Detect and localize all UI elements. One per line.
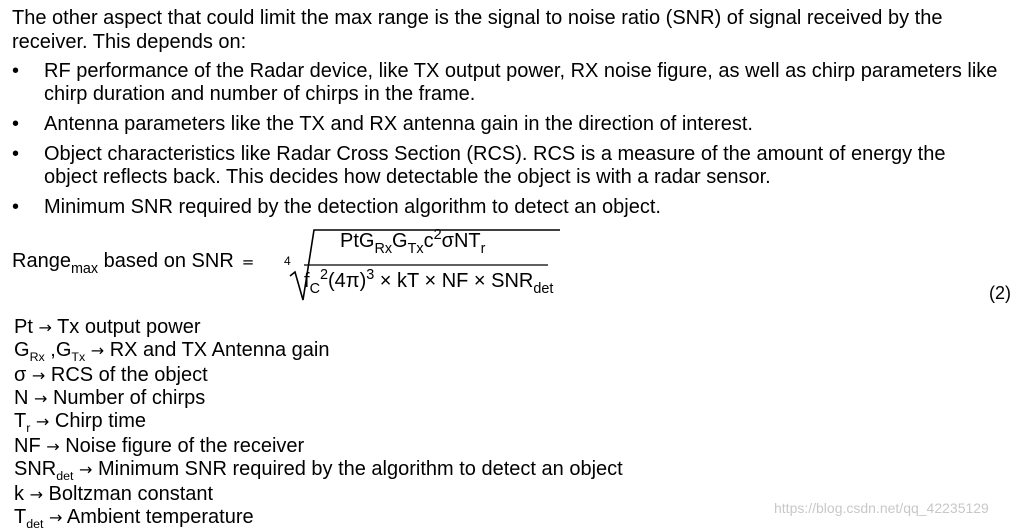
source-watermark: https://blog.csdn.net/qq_42235129 — [774, 500, 989, 516]
definition-item: N → Number of chirps — [14, 387, 206, 409]
equation-number: (2) — [989, 283, 1011, 303]
factor-item — [12, 196, 1002, 219]
definition-item: σ → RCS of the object — [14, 364, 208, 386]
arrow-icon: → — [79, 460, 93, 479]
equals-sign: = — [241, 253, 255, 271]
arrow-icon: → — [90, 341, 105, 360]
symbol-definitions — [14, 316, 914, 531]
factor-item — [12, 113, 1002, 136]
intro-paragraph: The other aspect that could limit the max range is the signal to noise ratio (SNR) of signal received by the receiver. This depends on: — [12, 7, 943, 53]
definition-item: $SNR_{det}$ → Minimum SNR required by the algorithm to detect an object — [14, 458, 623, 483]
arrow-icon: → — [31, 366, 46, 385]
definition-item: $T_{det}$ → Ambient temperature — [14, 506, 254, 531]
definition-item: Pt → Tx output power — [14, 316, 201, 338]
definition-item: $T_r$ → Chirp time — [14, 410, 147, 435]
bullet-marker: • — [12, 143, 20, 165]
factor-text: Object characteristics like Radar Cross Section (RCS). RCS is a measure of the amount of energy the object reflects back. This decides how detectable the object is with a radar sensor. — [44, 143, 946, 188]
factor-text: RF performance of the Radar device, like TX output power, RX noise figure, as well as chirp parameters like chirp duration and number of chirps in the frame. — [44, 60, 998, 105]
bullet-marker: • — [12, 196, 20, 218]
range-formula — [12, 222, 1012, 304]
formula-lhs: Range$_{max}$ based on SNR = — [12, 250, 255, 277]
arrow-icon: → — [46, 437, 60, 456]
root-index: 4 — [284, 254, 291, 268]
factor-text: Antenna parameters like the TX and RX antenna gain in the direction of interest. — [44, 113, 753, 135]
factor-item — [12, 60, 1002, 106]
arrow-icon: → — [35, 412, 50, 431]
definition-item: NF → Noise figure of the receiver — [14, 435, 305, 457]
formula-denominator: $f_C^2(4\pi)^3$ × kT × NF × $SNR_{det}$ — [304, 267, 554, 297]
arrow-icon: → — [29, 485, 43, 504]
arrow-icon: → — [49, 508, 63, 527]
factor-list — [12, 60, 1002, 219]
definition-item: k → Boltzman constant — [14, 483, 214, 505]
definition-item: $G_{Rx}$ $,G_{Tx}$ → RX and TX Antenna gain — [14, 339, 330, 364]
factor-text: Minimum SNR required by the detection algorithm to detect an object. — [44, 196, 661, 218]
factor-item — [12, 143, 1002, 189]
formula-numerator: $PtG_{Rx}G_{Tx}c^2\sigma NT_r$ — [340, 227, 486, 257]
bullet-marker: • — [12, 113, 20, 135]
arrow-icon: → — [34, 389, 48, 408]
arrow-icon: → — [38, 318, 52, 337]
bullet-marker: • — [12, 60, 20, 82]
